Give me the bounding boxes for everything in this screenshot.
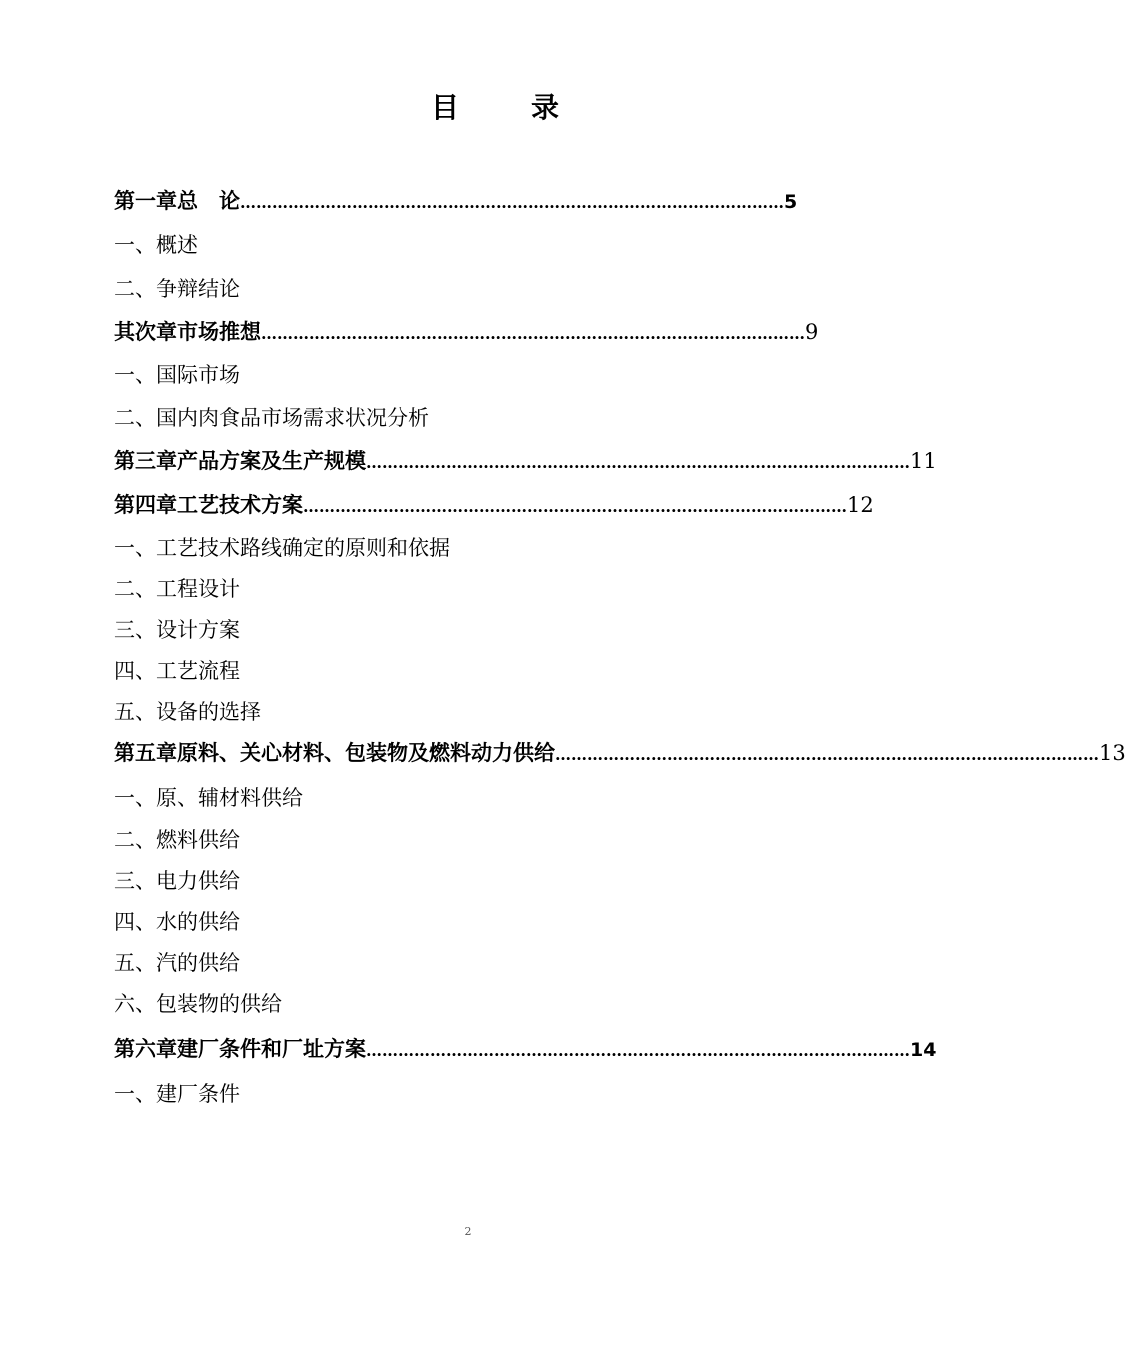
chapter-title: 工艺技术方案 (177, 492, 303, 517)
chapter-page: 5 (784, 191, 798, 213)
chapter-title: 原料、关心材料、包装物及燃料动力供给 (177, 740, 555, 765)
toc-section[interactable]: 二、国内肉食品市场需求状况分析 (114, 406, 429, 430)
dot-leader: ………………………………………………………………………………………… (303, 497, 847, 516)
chapter-page: 13 (1099, 741, 1126, 765)
dot-leader: ………………………………………………………………………………………… (240, 193, 784, 212)
toc-section[interactable]: 二、争辩结论 (114, 277, 240, 301)
chapter-title: 产品方案及生产规模 (177, 448, 366, 473)
page-number: 2 (464, 1225, 472, 1238)
chapter-number: 第三章 (114, 448, 177, 473)
toc-chapter-2[interactable] (114, 317, 819, 347)
toc-chapter-6[interactable] (114, 1034, 937, 1064)
toc-section[interactable]: 一、概述 (114, 233, 198, 257)
chapter-page: 12 (847, 493, 874, 517)
chapter-title: 总 论 (177, 188, 240, 213)
chapter-page: 9 (805, 320, 819, 344)
chapter-number: 第四章 (114, 492, 177, 517)
toc-chapter-3[interactable] (114, 446, 937, 476)
toc-section[interactable]: 三、设计方案 (114, 618, 240, 642)
chapter-title: 市场推想 (177, 319, 261, 344)
toc-chapter-1[interactable] (114, 186, 798, 216)
chapter-number: 第五章 (114, 740, 177, 765)
toc-section[interactable]: 四、水的供给 (114, 910, 240, 934)
chapter-number: 其次章 (114, 319, 177, 344)
toc-section[interactable]: 二、工程设计 (114, 577, 240, 601)
title-part-1: 目 (430, 91, 459, 124)
dot-leader: ………………………………………………………………………………………… (261, 324, 805, 343)
toc-section[interactable]: 三、电力供给 (114, 869, 240, 893)
toc-section[interactable]: 二、燃料供给 (114, 828, 240, 852)
chapter-title: 建厂条件和厂址方案 (177, 1036, 366, 1061)
dot-leader: ………………………………………………………………………………………… (555, 745, 1099, 764)
page-title (0, 86, 990, 126)
toc-section[interactable]: 一、工艺技术路线确定的原则和依据 (114, 536, 450, 560)
toc-section[interactable]: 一、原、辅材料供给 (114, 786, 303, 810)
chapter-number: 第一章 (114, 188, 177, 213)
dot-leader: ………………………………………………………………………………………… (366, 453, 910, 472)
toc-section[interactable]: 一、建厂条件 (114, 1082, 240, 1106)
toc-section[interactable]: 六、包装物的供给 (114, 992, 282, 1016)
chapter-number: 第六章 (114, 1036, 177, 1061)
chapter-page: 11 (910, 449, 937, 473)
toc-section[interactable]: 四、工艺流程 (114, 659, 240, 683)
toc-section[interactable]: 五、汽的供给 (114, 951, 240, 975)
title-part-2: 录 (531, 91, 560, 124)
toc-section[interactable]: 一、国际市场 (114, 363, 240, 387)
toc-section[interactable]: 五、设备的选择 (114, 700, 261, 724)
chapter-page: 14 (910, 1039, 937, 1061)
dot-leader: ………………………………………………………………………………………… (366, 1041, 910, 1060)
toc-chapter-4[interactable] (114, 490, 874, 520)
toc-chapter-5[interactable] (114, 738, 1126, 768)
